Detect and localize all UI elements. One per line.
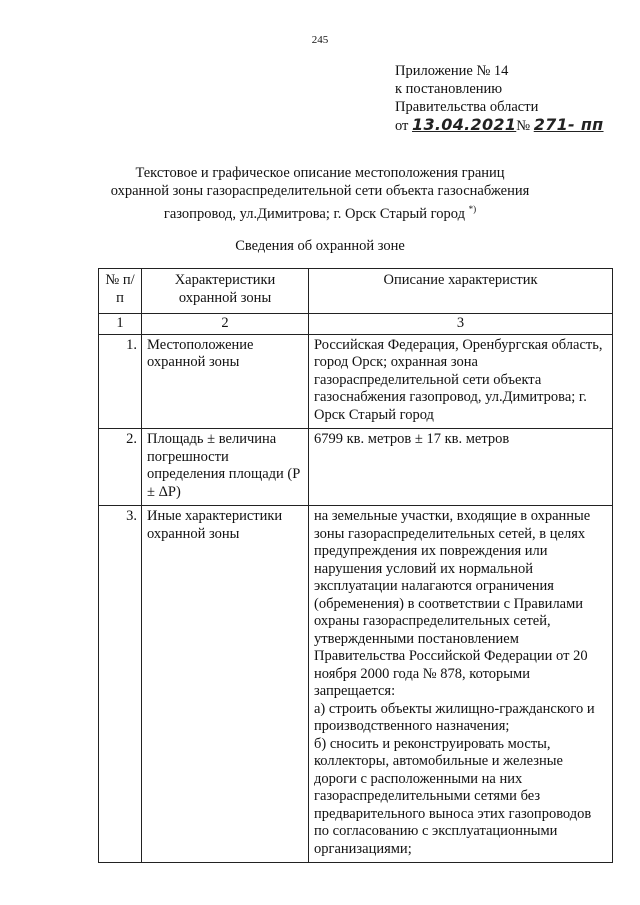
column-index: 3 bbox=[309, 314, 613, 335]
handwritten-date: 13.04.2021 bbox=[412, 115, 517, 134]
appendix-authority: Правительства области bbox=[395, 99, 539, 115]
footnote-mark: *) bbox=[468, 204, 477, 214]
row-number: 2. bbox=[99, 429, 142, 506]
appendix-date-line bbox=[395, 116, 604, 135]
row-characteristic: Местоположение охранной зоны bbox=[142, 334, 309, 429]
document-title-line: охранной зоны газораспределительной сети объекта газоснабжения bbox=[110, 183, 530, 199]
number-label: № bbox=[516, 118, 531, 134]
table-row bbox=[99, 429, 613, 506]
column-index: 1 bbox=[99, 314, 142, 335]
row-characteristic: Иные характеристики охранной зоны bbox=[142, 506, 309, 863]
row-description: Российская Федерация, Оренбургская область, город Орск; охранная зона газораспределительной сети объекта газоснабжения газопровод, ул.Димитрова; г. Орск Старый город bbox=[309, 334, 613, 429]
table-row bbox=[99, 506, 613, 863]
document-title-text: газопровод, ул.Димитрова; г. Орск Старый город bbox=[163, 205, 465, 222]
header-characteristic: Характеристики охранной зоны bbox=[142, 269, 309, 314]
header-description: Описание характеристик bbox=[309, 269, 613, 314]
restriction-item: б) сносить и реконструировать мосты, коллекторы, автомобильные и железные дороги с расположенными на них газораспределительными сетями без предварительного выноса этих газопроводов по согласованию с эксплуатационными организациями; bbox=[314, 735, 592, 857]
appendix-reference: к постановлению bbox=[395, 81, 503, 97]
table-row bbox=[99, 334, 613, 429]
header-number: № п/п bbox=[99, 269, 142, 314]
protection-zone-table bbox=[98, 268, 613, 863]
appendix-title: Приложение № 14 bbox=[395, 63, 509, 79]
column-index: 2 bbox=[142, 314, 309, 335]
column-index-row bbox=[99, 314, 613, 335]
appendix-block bbox=[395, 62, 604, 135]
handwritten-number: 271- пп bbox=[533, 115, 604, 134]
restriction-intro: на земельные участки, входящие в охранные зоны газораспределительных сетей, в целях предупреждения их повреждения или нарушения условий их нормальной эксплуатации налагаются ограничения (обременения) в соответствии с Правилами охраны газораспределительных сетей, утвержденными постановлением Правительства Российской Федерации от 20 ноября 2000 года № 878, которыми запрещается: bbox=[314, 508, 591, 699]
document-title-line: Текстовое и графическое описание местоположения границ bbox=[135, 165, 505, 181]
restriction-item: а) строить объекты жилищно-гражданского и производственного назначения; bbox=[314, 700, 595, 734]
document-title-line bbox=[80, 200, 560, 223]
row-number: 1. bbox=[99, 334, 142, 429]
table-header-row bbox=[99, 269, 613, 314]
row-description: 6799 кв. метров ± 17 кв. метров bbox=[309, 429, 613, 506]
row-description bbox=[309, 506, 613, 863]
row-characteristic: Площадь ± величина погрешности определения площади (Р ± ΔР) bbox=[142, 429, 309, 506]
document-title bbox=[80, 164, 560, 223]
from-label: от bbox=[395, 118, 409, 134]
row-number: 3. bbox=[99, 506, 142, 863]
section-title: Сведения об охранной зоне bbox=[235, 238, 405, 254]
page-number: 245 bbox=[311, 34, 329, 46]
